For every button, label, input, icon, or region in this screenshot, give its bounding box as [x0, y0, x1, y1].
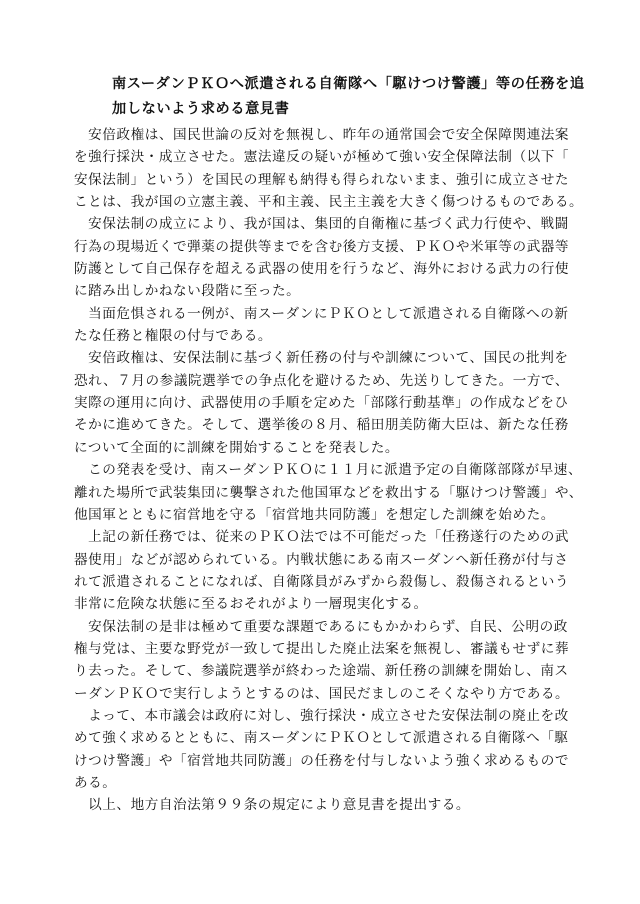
text-line: よって、本市議会は政府に対し、強行採決・成立させた安保法制の廃止を改 — [74, 707, 569, 724]
text-line: 他国軍とともに宿営地を守る「宿営地共同防護」を想定した訓練を始めた。 — [74, 506, 555, 523]
text-line: けつけ警護」や「宿営地共同防護」の任務を付与しないよう強く求めるもので — [74, 752, 570, 769]
text-line: めて強く求めるとともに、南スーダンにＰＫＯとして派遣される自衛隊へ「駆 — [74, 730, 569, 747]
text-line: 安保法制の成立により、我が国は、集団的自衛権に基づく武力行使や、戦闘 — [74, 216, 569, 233]
paragraph — [74, 124, 582, 213]
paragraph — [74, 705, 582, 794]
text-line: ーダンＰＫＯで実行しようとするのは、国民だましのこそくなやり方である。 — [74, 685, 570, 702]
paragraph — [74, 794, 582, 816]
text-line: 安保法制の是非は極めて重要な課題であるにもかかわらず、自民、公明の政 — [74, 618, 568, 635]
text-line: 以上、地方自治法第９９条の規定により意見書を提出する。 — [74, 797, 471, 814]
text-line: 防護として自己保存を超える武器の使用を行うなど、海外における武力の行使 — [74, 261, 570, 278]
text-line: を強行採決・成立させた。憲法違反の疑いが極めて強い安全保障法制（以下「 — [74, 149, 570, 166]
text-line: について全面的に訓練を開始することを発表した。 — [74, 439, 400, 456]
text-line: 安倍政権は、安保法制に基づく新任務の付与や訓練について、国民の批判を — [74, 350, 569, 367]
text-line: ある。 — [74, 774, 117, 791]
text-line: 離れた場所で武装集団に襲撃された他国軍などを救出する「駆けつけ警護」や、 — [74, 484, 583, 501]
text-line: に踏み出しかねない段階に至った。 — [74, 283, 301, 300]
text-line: 上記の新任務では、従来のＰＫＯ法では不可能だった「任務遂行のための武 — [74, 529, 570, 546]
text-line: 実際の運用に向け、武器使用の手順を定めた「部隊行動基準」の作成などをひ — [74, 395, 569, 412]
title-line: 加しないよう求める意見書 — [112, 101, 290, 117]
text-line: り去った。そして、参議院選挙が終わった途端、新任務の訓練を開始し、南ス — [74, 663, 569, 680]
text-line: 権与党は、主要な野党が一致して提出した廃止法案を無視し、審議もせずに葬 — [74, 640, 570, 657]
paragraph — [74, 616, 582, 705]
text-line: 恐れ、７月の参議院選挙での争点化を避けるため、先送りしてきた。一方で、 — [74, 372, 570, 389]
paragraph — [74, 526, 582, 615]
paragraph — [74, 347, 582, 459]
text-line: ことは、我が国の立憲主義、平和主義、民主主義を大きく傷つけるものである。 — [74, 194, 584, 211]
text-line: 行為の現場近くで弾薬の提供等までを含む後方支援、ＰＫＯや米軍等の武器等 — [74, 238, 570, 255]
paragraph — [74, 459, 582, 526]
text-line: 当面危惧される一例が、南スーダンにＰＫＯとして派遣される自衛隊への新 — [74, 305, 569, 322]
title-line: 南スーダンＰＫＯへ派遣される自衛隊へ「駆けつけ警護」等の任務を追 — [112, 76, 585, 92]
text-line: たな任務と権限の付与である。 — [74, 328, 273, 345]
document-body — [74, 124, 582, 817]
text-line: 安倍政権は、国民世論の反対を無視し、昨年の通常国会で安全保障関連法案 — [74, 127, 570, 143]
text-line: れて派遣されることになれば、自衛隊員がみずから殺傷し、殺傷されるという — [74, 573, 570, 590]
text-line: この発表を受け、南スーダンＰＫＯに１１月に派遣予定の自衛隊部隊が早速、 — [74, 462, 583, 479]
text-line: 非常に危険な状態に至るおそれがより一層現実化する。 — [74, 596, 428, 613]
paragraph — [74, 303, 582, 348]
text-line: 器使用」などが認められている。内戦状態にある南スーダンへ新任務が付与さ — [74, 551, 569, 568]
document-title — [112, 72, 585, 122]
text-line: そかに進めてきた。そして、選挙後の８月、稲田朋美防衛大臣は、新たな任務 — [74, 417, 569, 434]
text-line: 安保法制」という）を国民の理解も納得も得られないまま、強引に成立させた — [74, 171, 570, 188]
paragraph — [74, 213, 582, 302]
